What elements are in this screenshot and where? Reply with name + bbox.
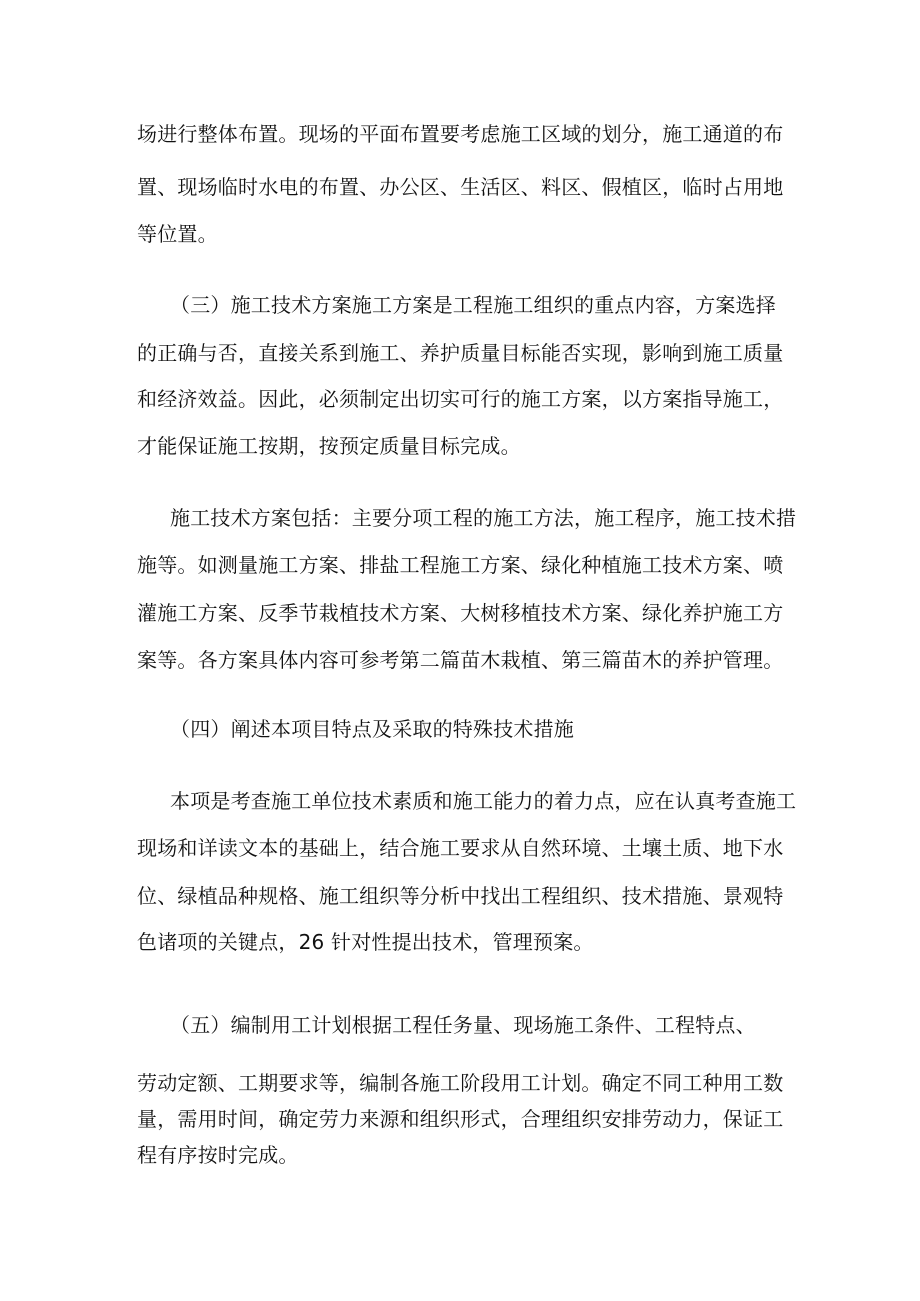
text-line: 程有序按时完成。 bbox=[137, 1143, 299, 1167]
text-line: 才能保证施工按期，按预定质量目标完成。 bbox=[137, 434, 521, 458]
text-line: 案等。各方案具体内容可参考第二篇苗木栽植、第三篇苗木的养护管理。 bbox=[137, 648, 784, 672]
text-line: 和经济效益。因此，必须制定出切实可行的施工方案，以方案指导施工， bbox=[137, 387, 784, 411]
section-heading-4: （四）阐述本项目特点及采取的特殊技术措施 bbox=[170, 717, 574, 741]
text-line: 置、现场临时水电的布置、办公区、生活区、料区、假植区，临时占用地 bbox=[137, 175, 784, 199]
section-heading-3: （三）施工技术方案施工方案是工程施工组织的重点内容，方案选择 bbox=[170, 293, 776, 317]
text-line: 场进行整体布置。现场的平面布置要考虑施工区域的划分，施工通道的布 bbox=[137, 122, 784, 146]
text-line: 劳动定额、工期要求等，编制各施工阶段用工计划。确定不同工种用工数 bbox=[137, 1071, 784, 1095]
text-line: 的正确与否，直接关系到施工、养护质量目标能否实现，影响到施工质量 bbox=[137, 341, 784, 365]
text-line: 施等。如测量施工方案、排盐工程施工方案、绿化种植施工技术方案、喷 bbox=[137, 553, 784, 577]
text-line: 本项是考查施工单位技术素质和施工能力的着力点，应在认真考查施工 bbox=[170, 789, 797, 813]
text-line: 施工技术方案包括：主要分项工程的施工方法，施工程序，施工技术措 bbox=[170, 506, 797, 530]
text-line: 色诸项的关键点，26 针对性提出技术，管理预案。 bbox=[137, 930, 594, 954]
text-line: 等位置。 bbox=[137, 222, 218, 246]
text-line: 位、绿植品种规格、施工组织等分析中找出工程组织、技术措施、景观特 bbox=[137, 884, 784, 908]
text-line: 量，需用时间，确定劳力来源和组织形式，合理组织安排劳动力，保证工 bbox=[137, 1107, 784, 1131]
text-line: 灌施工方案、反季节栽植技术方案、大树移植技术方案、绿化养护施工方 bbox=[137, 601, 784, 625]
section-heading-5: （五）编制用工计划根据工程任务量、现场施工条件、工程特点、 bbox=[170, 1013, 756, 1037]
text-line: 现场和详读文本的基础上，结合施工要求从自然环境、土壤土质、地下水 bbox=[137, 836, 784, 860]
